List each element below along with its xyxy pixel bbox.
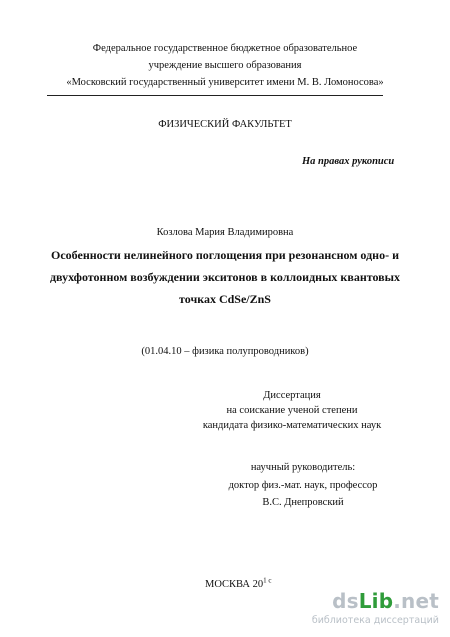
watermark-logo-ds: ds: [332, 589, 359, 613]
dissertation-title-line-1: Особенности нелинейного поглощения при резонансном одно- и: [51, 248, 399, 262]
dissertation-title-line-2: двухфотонном возбуждении экситонов в коллоидных квантовых: [49, 270, 401, 284]
watermark-logo: [332, 590, 439, 612]
faculty-name: ФИЗИЧЕСКИЙ ФАКУЛЬТЕТ: [158, 119, 292, 130]
degree-line: на соискание ученой степени: [226, 405, 358, 416]
header-line-2: учреждение высшего образования: [148, 60, 302, 71]
dissertation-title-line-3: точках CdSe/ZnS: [179, 292, 271, 306]
city-year-text: МОСКВА 20: [205, 579, 264, 590]
watermark-logo-lib: Lib: [358, 589, 394, 613]
dissertation-label: Диссертация: [263, 390, 321, 401]
manuscript-note: На правах рукописи: [302, 156, 395, 167]
supervisor-label: научный руководитель:: [250, 462, 356, 473]
watermark: [311, 589, 445, 634]
specialty-code: (01.04.10 – физика полупроводников): [141, 346, 309, 357]
city-year-suffix: 1 с: [263, 576, 272, 585]
author-name: Козлова Мария Владимировна: [156, 227, 294, 238]
header-divider: [47, 95, 383, 96]
degree-field-line: кандидата физико-математических наук: [202, 420, 382, 431]
city-year: [205, 578, 271, 591]
supervisor-name: В.С. Днепровский: [262, 497, 344, 508]
header-line-1: Федеральное государственное бюджетное образовательное: [92, 43, 358, 54]
watermark-logo-net: .net: [393, 589, 439, 613]
watermark-subtitle: библиотека диссертаций: [311, 615, 439, 626]
supervisor-degree: доктор физ.-мат. наук, профессор: [228, 480, 378, 491]
header-line-3: «Московский государственный университет имени М. В. Ломоносова»: [66, 77, 384, 88]
